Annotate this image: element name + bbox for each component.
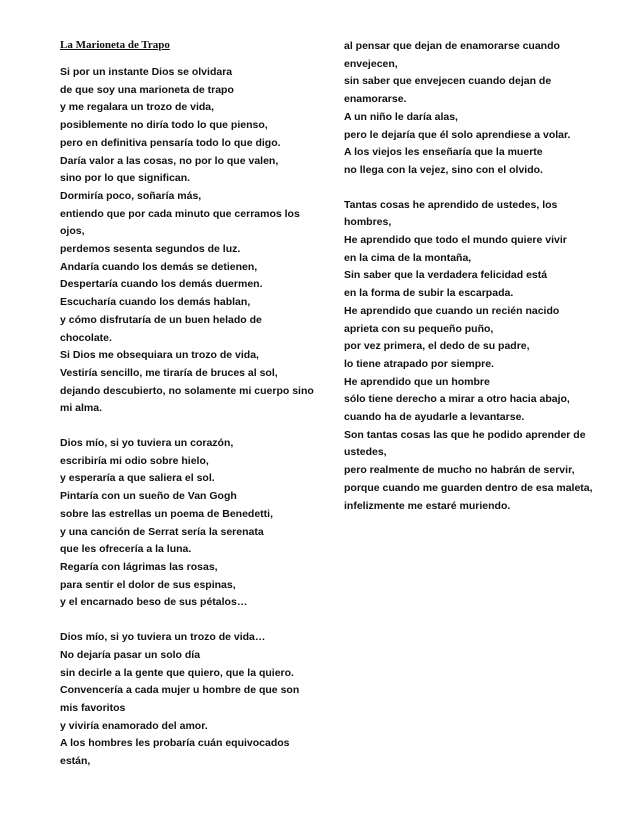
poem-line: sólo tiene derecho a mirar a otro hacia abajo, <box>344 393 570 406</box>
poem-line: por vez primera, el dedo de su padre, <box>344 340 530 353</box>
poem-line: Convencería a cada mujer u hombre de que son mis favoritos <box>60 684 300 714</box>
poem-line: Pintaría con un sueño de Van Gogh <box>60 490 237 503</box>
poem-line: Tantas cosas he aprendido de ustedes, los hombres, <box>344 198 558 229</box>
poem-line: entiendo que por cada minuto que cerramos los ojos, <box>60 207 300 238</box>
poem-line: Vestiría sencillo, me tiraría de bruces al sol, <box>60 366 278 379</box>
right-column <box>344 38 606 532</box>
poem-line: aprieta con su pequeño puño, <box>344 322 494 335</box>
poem-line: sin saber que envejecen cuando dejan de enamorarse. <box>344 75 552 106</box>
poem-line: He aprendido que un hombre <box>344 375 490 388</box>
poem-line: pero realmente de mucho no habrán de servir, <box>344 464 575 477</box>
poem-line: Si por un instante Dios se olvidara <box>60 66 233 78</box>
poem-line: Escucharía cuando los demás hablan, <box>60 296 251 309</box>
poem-line: Sin saber que la verdadera felicidad está <box>344 269 548 282</box>
poem-line: y una canción de Serrat sería la serenata <box>60 525 264 538</box>
poem-line: no llega con la vejez, sino con el olvido. <box>344 163 543 176</box>
poem-line: Daría valor a las cosas, no por lo que valen, <box>60 154 279 167</box>
poem-line: dejando descubierto, no solamente mi cuerpo sino mi alma. <box>60 384 314 415</box>
poem-line: en la cima de la montaña, <box>344 251 472 264</box>
poem-line: para sentir el dolor de sus espinas, <box>60 578 236 591</box>
poem-line: porque cuando me guarden dentro de esa maleta, <box>344 481 593 494</box>
poem-line: A los viejos les enseñaría que la muerte <box>344 146 543 159</box>
poem-line: He aprendido que cuando un recién nacido <box>344 304 560 317</box>
poem-line: A los hombres les probaría cuán equivocados están, <box>60 737 290 768</box>
poem-line: He aprendido que todo el mundo quiere vivir <box>344 234 567 247</box>
poem-stanza <box>344 197 606 516</box>
poem-line: lo tiene atrapado por siempre. <box>344 357 494 370</box>
poem-line: pero en definitiva pensaría todo lo que digo. <box>60 136 281 149</box>
poem-line: cuando ha de ayudarle a levantarse. <box>344 411 525 424</box>
poem-line: al pensar que dejan de enamorarse cuando envejecen, <box>344 40 560 70</box>
poem-stanza <box>344 38 606 180</box>
poem-stanza <box>60 64 315 418</box>
poem-line: y cómo disfrutaría de un buen helado de chocolate. <box>60 313 262 344</box>
poem-line: y el encarnado beso de sus pétalos… <box>60 596 248 609</box>
poem-line: Son tantas cosas las que he podido aprender de ustedes, <box>344 428 586 459</box>
poem-line: y esperaría a que saliera el sol. <box>60 472 215 485</box>
poem-line: pero le dejaría que él solo aprendiese a volar. <box>344 128 571 141</box>
poem-line: Despertaría cuando los demás duermen. <box>60 278 263 291</box>
poem-stanza <box>60 629 315 771</box>
poem-line: Andaría cuando los demás se detienen, <box>60 260 258 273</box>
poem-line: y viviría enamorado del amor. <box>60 719 208 732</box>
poem-line: Dios mío, si yo tuviera un corazón, <box>60 437 234 450</box>
poem-line: Regaría con lágrimas las rosas, <box>60 560 218 573</box>
left-column <box>60 64 315 788</box>
poem-line: Dormiría poco, soñaría más, <box>60 189 202 202</box>
poem-line: sobre las estrellas un poema de Benedetti, <box>60 507 273 520</box>
poem-line: Si Dios me obsequiara un trozo de vida, <box>60 349 259 362</box>
poem-line: de que soy una marioneta de trapo <box>60 83 234 96</box>
poem-line: infelizmente me estaré muriendo. <box>344 499 511 512</box>
poem-line: en la forma de subir la escarpada. <box>344 287 514 300</box>
poem-stanza <box>60 435 315 612</box>
poem-line: posiblemente no diría todo lo que pienso, <box>60 119 268 132</box>
document-title: La Marioneta de Trapo <box>60 39 170 51</box>
poem-line: perdemos sesenta segundos de luz. <box>60 243 241 256</box>
poem-line: A un niño le daría alas, <box>344 110 458 123</box>
poem-line: No dejaría pasar un solo día <box>60 648 201 661</box>
poem-line: sin decirle a la gente que quiero, que la quiero. <box>60 666 294 679</box>
poem-line: Dios mío, si yo tuviera un trozo de vida… <box>60 631 266 644</box>
poem-line: que les ofrecería a la luna. <box>60 543 192 556</box>
poem-line: escribiría mi odio sobre hielo, <box>60 454 209 467</box>
poem-line: y me regalara un trozo de vida, <box>60 101 215 114</box>
poem-line: sino por lo que significan. <box>60 172 191 185</box>
